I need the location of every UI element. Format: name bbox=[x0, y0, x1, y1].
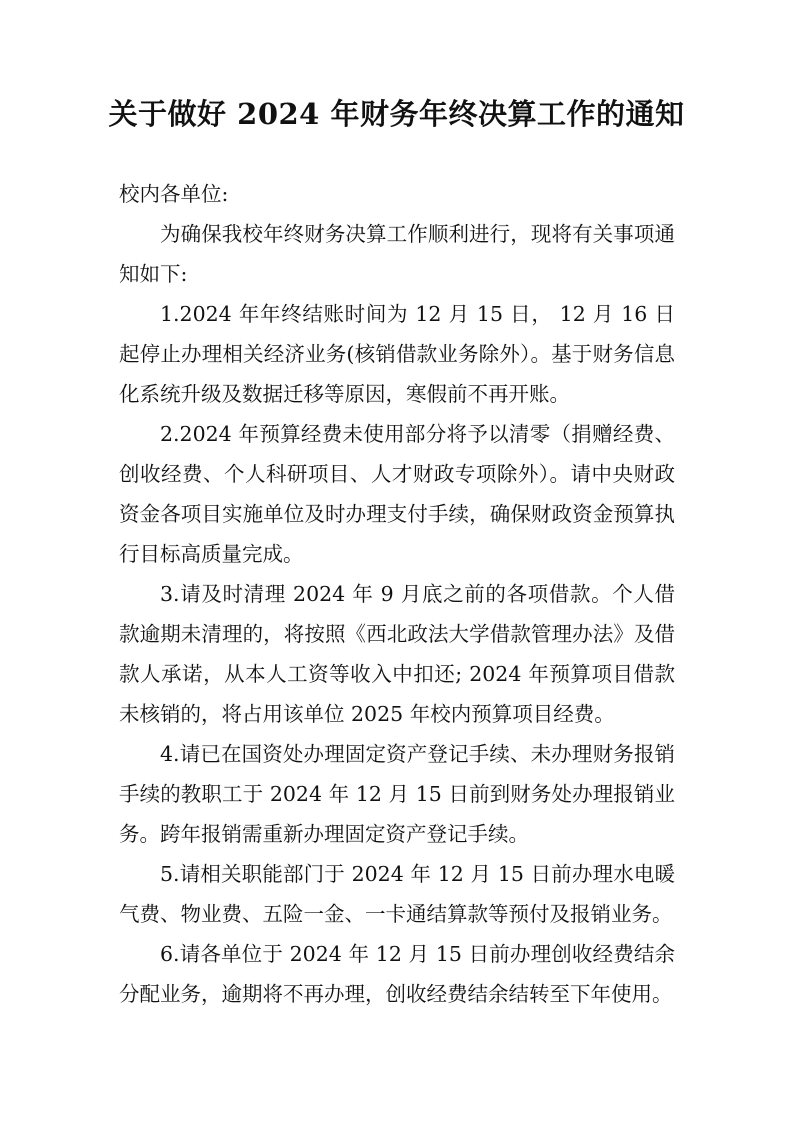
paragraph-item-3: 3.请及时清理 2024 年 9 月底之前的各项借款。个人借款逾期未清理的，将按照《西北政法大学借款管理办法》及借款人承诺，从本人工资等收入中扣还; 2024 年预算项目借款未核销的，将占用该单位 2025 年校内预算项目经费。 bbox=[119, 582, 675, 726]
paragraph-item-1: 1.2024 年年终结账时间为 12 月 15 日， 12 月 16 日起停止办理相关经济业务(核销借款业务除外）。基于财务信息化系统升级及数据迁移等原因，寒假前不再开账。 bbox=[119, 302, 675, 406]
document-title: 关于做好 2024 年财务年终决算工作的通知 bbox=[108, 97, 685, 131]
paragraph-item-6: 6.请各单位于 2024 年 12 月 15 日前办理创收经费结余分配业务，逾期将不再办理，创收经费结余结转至下年使用。 bbox=[119, 942, 675, 1006]
document-body bbox=[119, 174, 675, 1014]
paragraph-item-4: 4.请已在国资处办理固定资产登记手续、未办理财务报销手续的教职工于 2024 年 12 月 15 日前到财务处办理报销业务。跨年报销需重新办理固定资产登记手续。 bbox=[119, 742, 675, 846]
salutation: 校内各单位: bbox=[119, 182, 229, 206]
paragraph-item-2: 2.2024 年预算经费未使用部分将予以清零（捐赠经费、创收经费、个人科研项目、人才财政专项除外）。请中央财政资金各项目实施单位及时办理支付手续，确保财政资金预算执行目标高质量完成。 bbox=[119, 422, 675, 566]
paragraph-item-5: 5.请相关职能部门于 2024 年 12 月 15 日前办理水电暖气费、物业费、五险一金、一卡通结算款等预付及报销业务。 bbox=[119, 862, 675, 926]
paragraph-intro: 为确保我校年终财务决算工作顺利进行，现将有关事项通知如下: bbox=[119, 222, 675, 286]
